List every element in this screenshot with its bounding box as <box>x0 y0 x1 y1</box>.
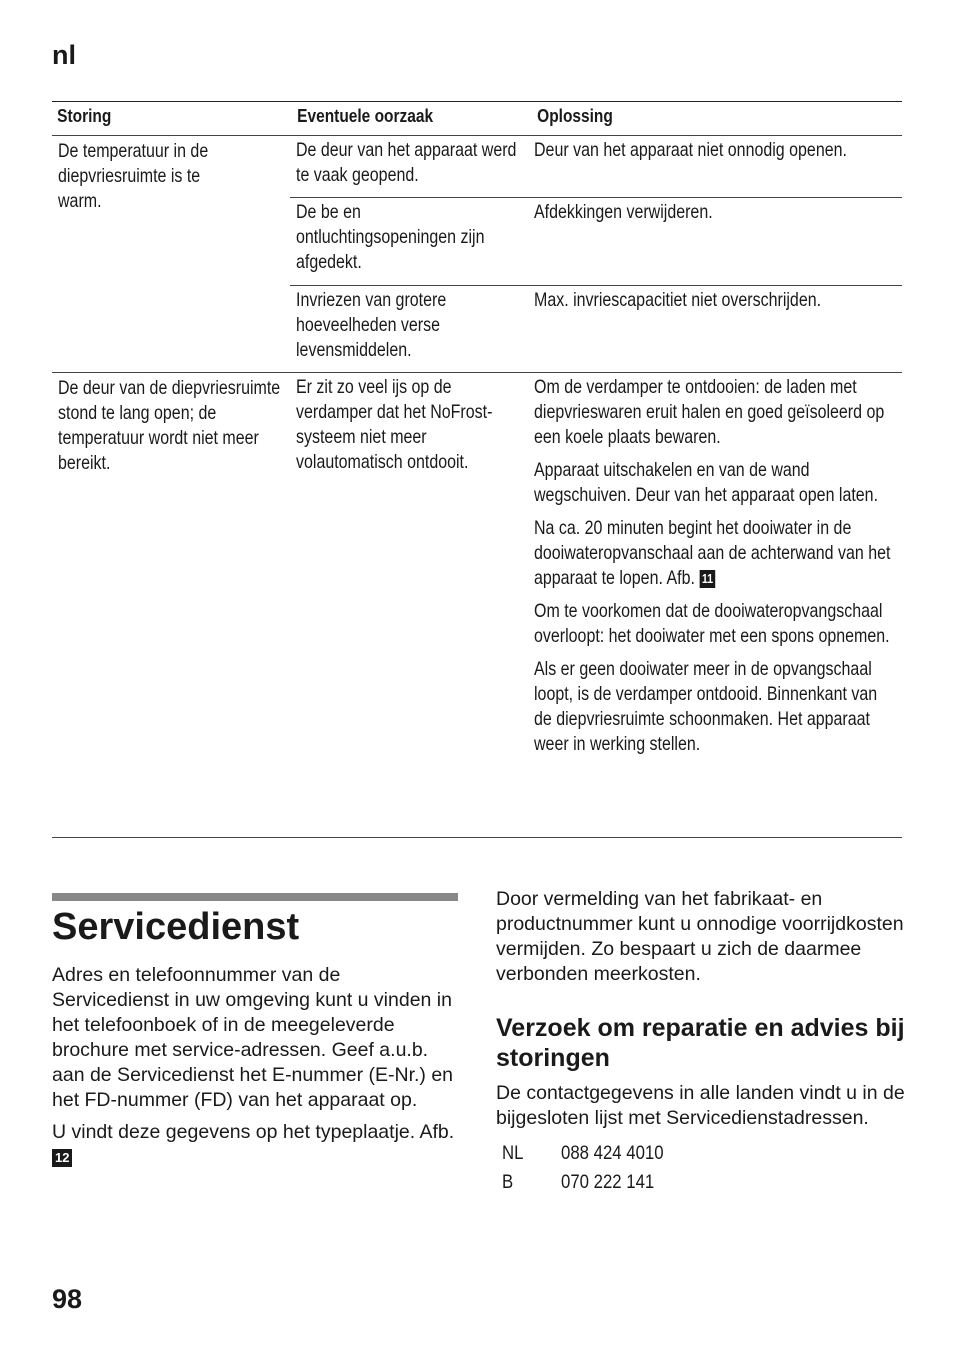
solution-text: Om te voorkomen dat de dooiwateropvangschaal overloopt: het dooiwater met een spons opnemen. <box>534 600 890 647</box>
fault-text: De deur van de diepvriesruimte stond te lang open; de temperatuur wordt niet meer bereikt. <box>58 377 281 474</box>
table-subrow <box>290 136 902 198</box>
page-number: 98 <box>52 1284 83 1314</box>
cause-text: De deur van het apparaat werd te vaak geopend. <box>296 139 517 186</box>
figure-reference-badge: 12 <box>52 1149 72 1167</box>
fault-text: De temperatuur in de diepvriesruimte is te warm. <box>58 140 209 212</box>
subsection-title: Verzoek om reparatie en advies bij storingen <box>496 1014 905 1072</box>
list-item <box>496 1139 906 1168</box>
cause-text: De be en ontluchtingsopeningen zijn afgedekt. <box>296 201 485 273</box>
service-left-column <box>52 963 458 1170</box>
table-row <box>52 373 902 838</box>
cause-text: Er zit zo veel ijs op de verdamper dat het NoFrost-systeem niet meer volautomatisch ontdooit. <box>296 376 493 473</box>
country-code: NL <box>502 1142 524 1164</box>
body-paragraph-with-figure <box>52 1120 458 1170</box>
cause-solution-group <box>290 136 902 372</box>
solution-text: Max. invriescapacitiet niet overschrijden. <box>534 289 822 311</box>
solution-text: Na ca. 20 minuten begint het dooiwater in de dooiwateropvanschaal aan de achterwand van het apparaat te lopen. Afb. <box>534 517 891 589</box>
table-row <box>52 136 902 373</box>
country-code: B <box>502 1171 514 1193</box>
solution-cell <box>528 373 902 837</box>
solution-text: Apparaat uitschakelen en van de wand wegschuiven. Deur van het apparaat open laten. <box>534 459 879 506</box>
column-header-fault: Storing <box>57 106 112 126</box>
figure-reference-badge: 11 <box>699 570 715 588</box>
solution-text: Om de verdamper te ontdooien: de laden met diepvrieswaren eruit halen en goed geïsoleerd op een koele plaats bewaren. <box>534 376 885 448</box>
solution-paragraph-with-figure <box>534 516 896 591</box>
body-paragraph: Adres en telefoonnummer van de Servicedienst in uw omgeving kunt u vinden in het telefoonboek of in de meegeleverde brochure met service-adressen. Geef a.u.b. aan de Servicedienst het E-nummer (E-Nr.) en het FD-nummer (FD) van het apparaat op. <box>52 964 454 1111</box>
body-paragraph: Door vermelding van het fabrikaat- en productnummer kunt u onnodige voorrijdkosten vermijden. Zo bespaart u zich de daarmee verbonden meerkosten. <box>496 888 904 985</box>
table-subrow <box>290 198 902 286</box>
solution-text: Als er geen dooiwater meer in de opvangschaal loopt, is de verdamper ontdooid. Binnenkant van de diepvriesruimte schoonmaken. Het apparaat weer in werking stellen. <box>534 658 878 755</box>
solution-text: Afdekkingen verwijderen. <box>534 201 713 223</box>
cause-cell <box>290 373 528 837</box>
column-header-solution: Oplossing <box>537 106 613 126</box>
section-title: Servicedienst <box>52 906 300 948</box>
cause-text: Invriezen van grotere hoeveelheden verse levensmiddelen. <box>296 289 447 361</box>
fault-cell <box>52 373 290 837</box>
column-header-cause: Eventuele oorzaak <box>297 106 434 126</box>
phone-number: 070 222 141 <box>561 1171 655 1193</box>
section-rule <box>52 893 458 901</box>
list-item <box>496 1168 906 1197</box>
body-paragraph: De contactgegevens in alle landen vindt u in de bijgesloten lijst met Servicedienstadressen. <box>496 1082 905 1129</box>
service-right-column <box>496 887 906 1197</box>
contact-list <box>496 1139 906 1197</box>
solution-text: Deur van het apparaat niet onnodig openen. <box>534 139 847 161</box>
phone-number: 088 424 4010 <box>561 1142 664 1164</box>
troubleshooting-table <box>52 101 902 838</box>
table-header-row <box>52 102 902 136</box>
fault-cell <box>52 136 290 372</box>
language-label: nl <box>52 40 76 70</box>
body-text: U vindt deze gegevens op het typeplaatje. Afb. <box>52 1121 455 1143</box>
table-subrow <box>290 286 902 372</box>
